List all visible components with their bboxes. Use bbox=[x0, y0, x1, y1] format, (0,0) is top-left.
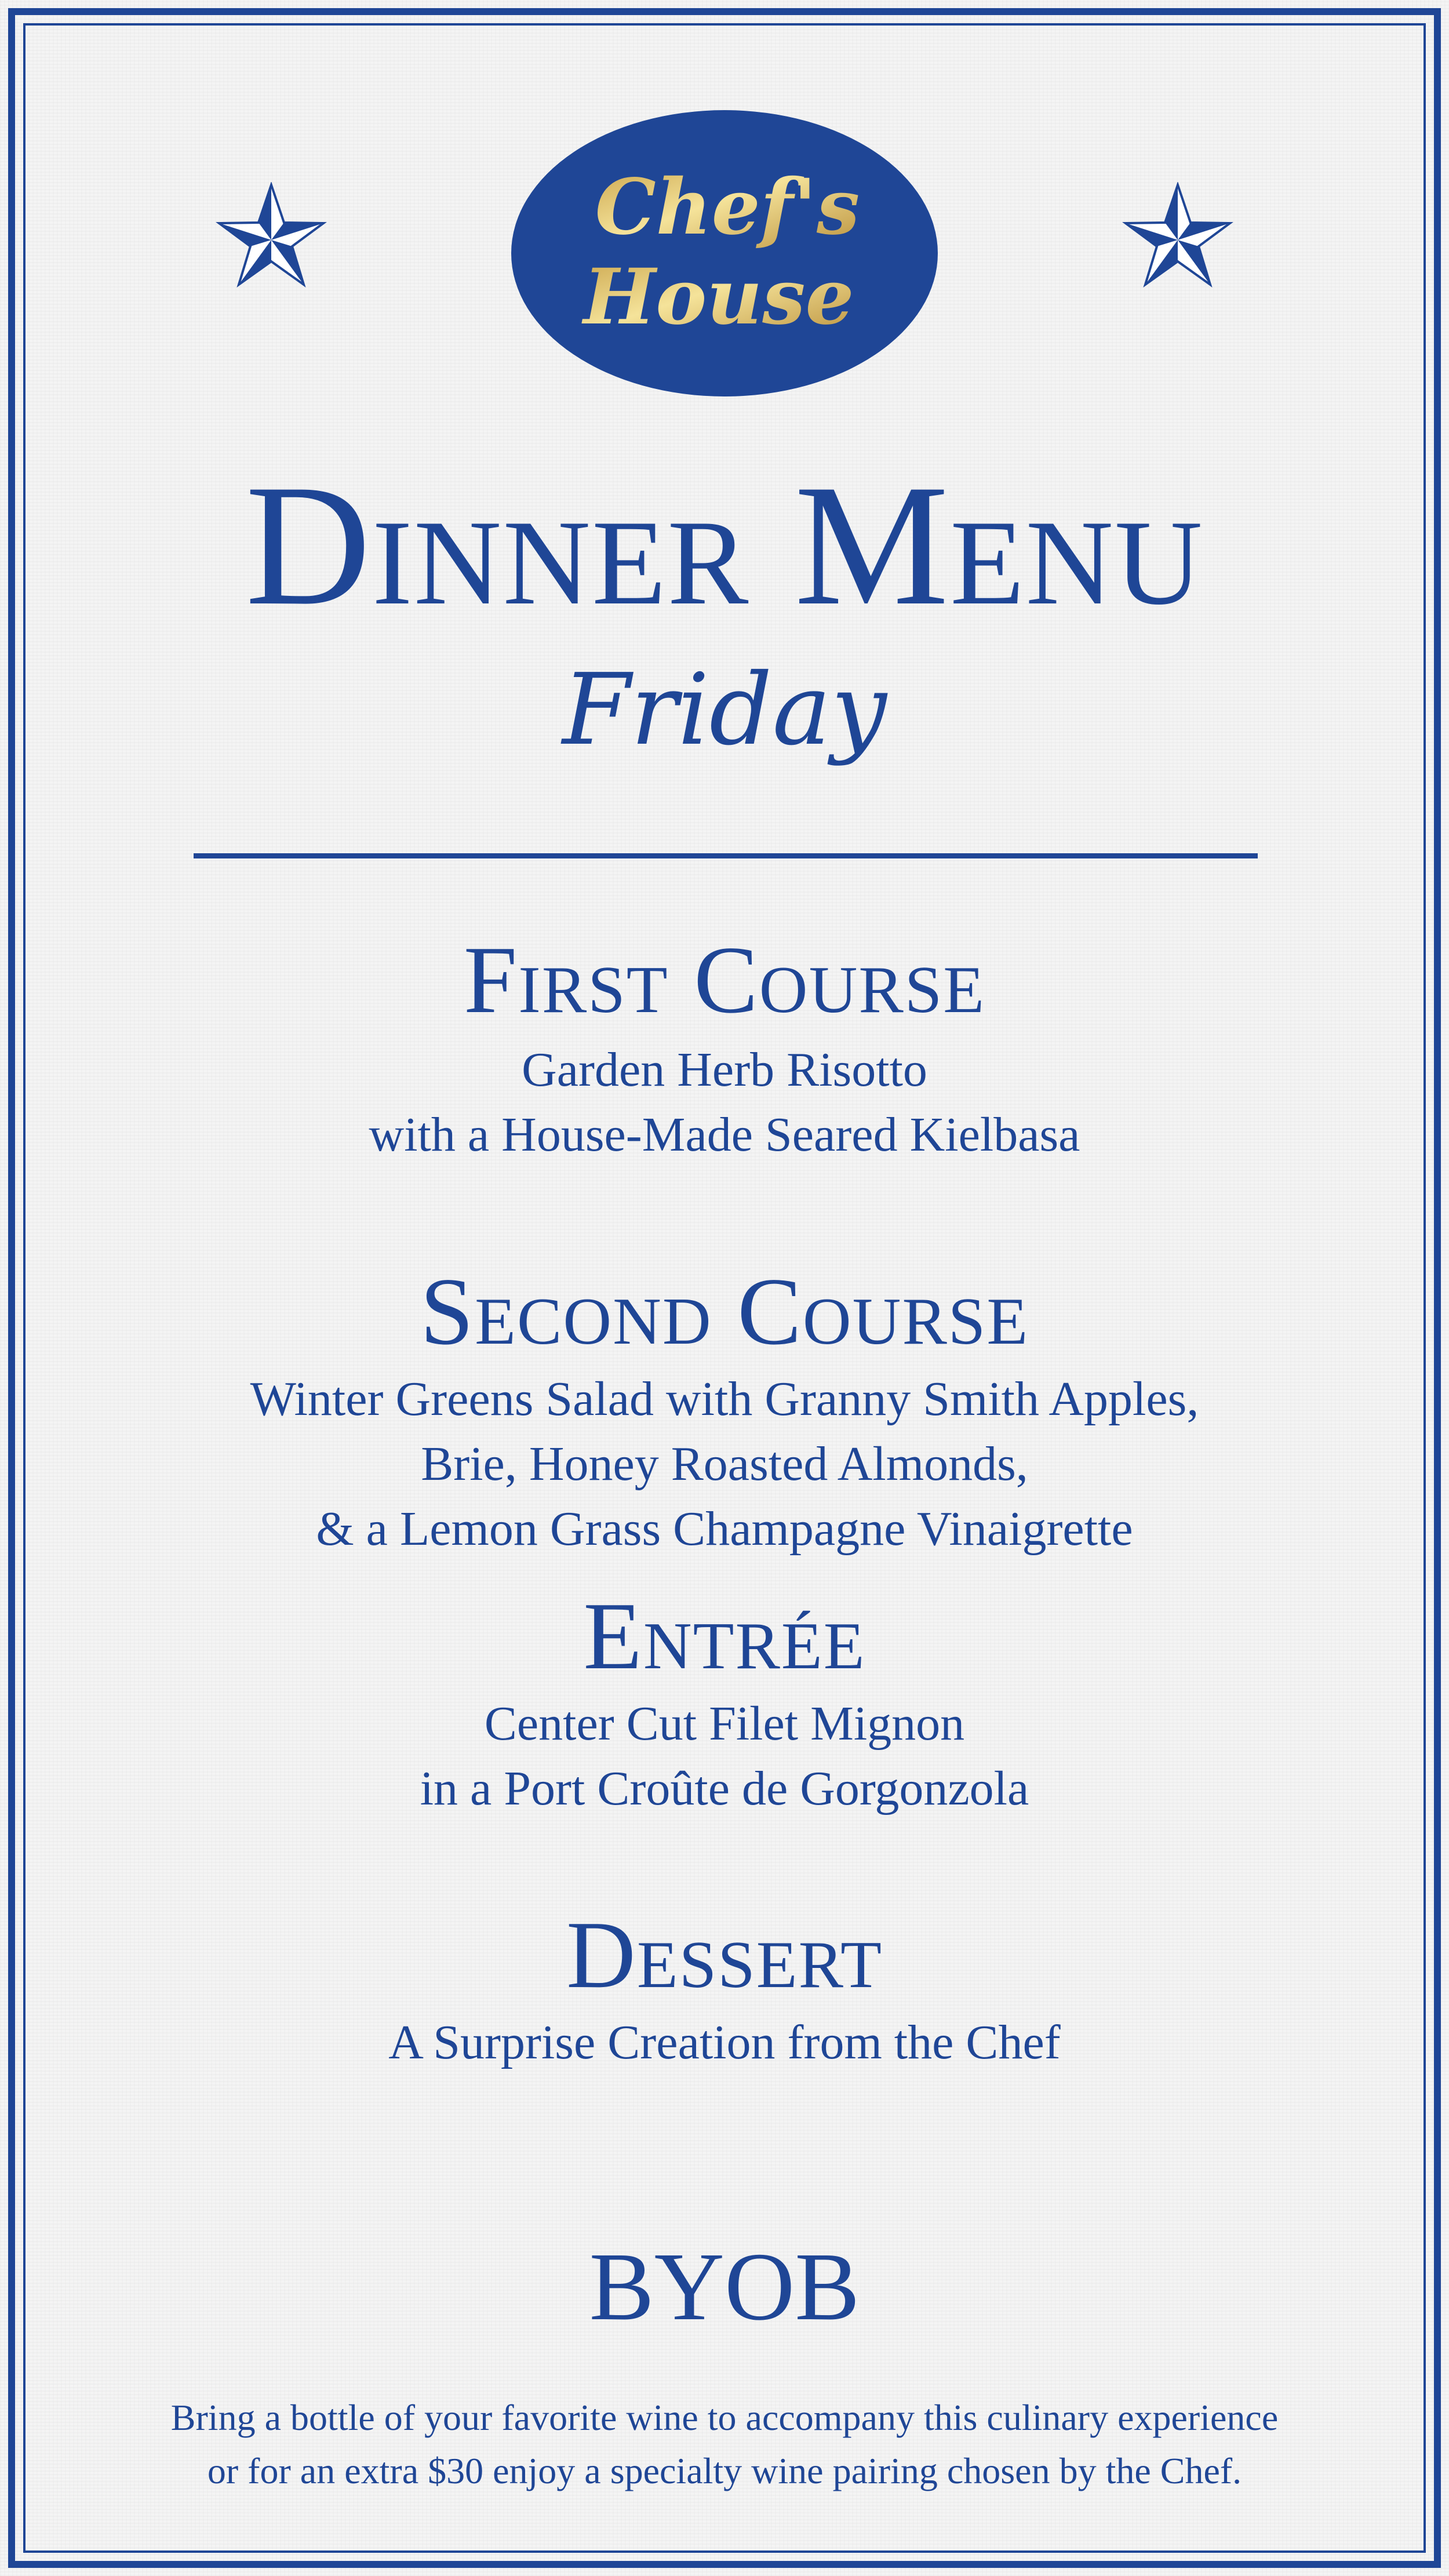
page-title: Dinner Menu bbox=[245, 449, 1204, 641]
course-line: Center Cut Filet Mignon bbox=[484, 1697, 965, 1751]
byob-note bbox=[0, 2391, 1449, 2498]
course-line: with a House-Made Seared Kielbasa bbox=[369, 1108, 1080, 1162]
logo-line-2: House bbox=[583, 252, 854, 342]
course-line: A Surprise Creation from the Chef bbox=[388, 2015, 1061, 2069]
course-section-second bbox=[0, 1259, 1449, 1562]
divider-rule bbox=[194, 853, 1258, 858]
course-line: Garden Herb Risotto bbox=[522, 1043, 927, 1097]
byob-note-line: or for an extra $30 enjoy a specialty wine pairing chosen by the Chef. bbox=[207, 2450, 1242, 2491]
nautical-star-icon-left bbox=[213, 182, 329, 298]
course-line: in a Port Croûte de Gorgonzola bbox=[420, 1762, 1029, 1815]
course-heading: Dessert bbox=[566, 1901, 883, 2008]
byob-note-line: Bring a bottle of your favorite wine to accompany this culinary experience bbox=[170, 2397, 1279, 2438]
course-line: Winter Greens Salad with Granny Smith Apples, bbox=[250, 1372, 1199, 1426]
course-heading: Entrée bbox=[583, 1582, 866, 1689]
menu-day: Friday bbox=[562, 653, 887, 767]
course-section-entree bbox=[0, 1584, 1449, 1821]
course-line: & a Lemon Grass Champagne Vinaigrette bbox=[316, 1502, 1133, 1556]
course-heading: Second Course bbox=[420, 1258, 1029, 1365]
course-section-dessert bbox=[0, 1902, 1449, 2075]
nautical-star-icon-right bbox=[1120, 182, 1236, 298]
course-section-first bbox=[0, 927, 1449, 1167]
byob-heading: BYOB bbox=[589, 2233, 860, 2341]
logo-line-1: Chef's bbox=[595, 162, 860, 252]
chefs-house-logo bbox=[510, 109, 939, 398]
course-heading: First Course bbox=[463, 926, 986, 1033]
course-line: Brie, Honey Roasted Almonds, bbox=[421, 1437, 1028, 1491]
